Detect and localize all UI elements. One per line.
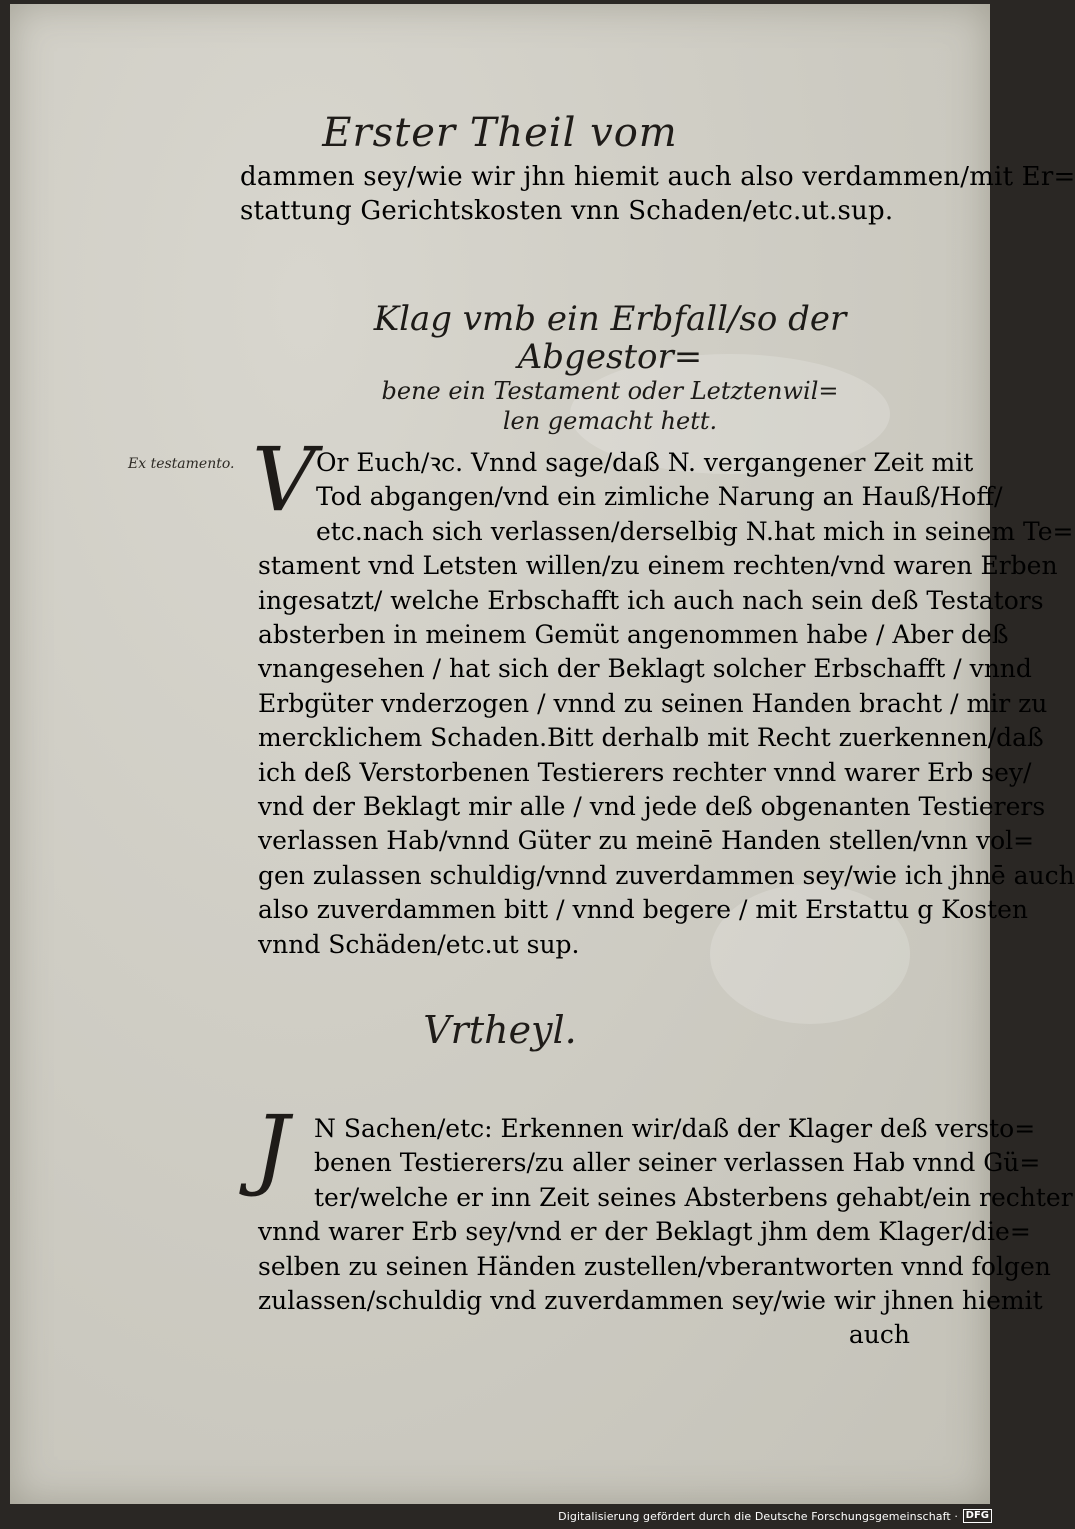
text-line: mercklichem Schaden.Bitt derhalb mit Recht zuerkennen/daß	[258, 723, 1044, 753]
text-line: stament vnd Letsten willen/zu einem rechten/vnd waren Erben	[258, 551, 1058, 581]
text-line: selben zu seinen Händen zustellen/vberantworten vnnd folgen	[258, 1251, 1051, 1281]
text-line: ingesatzt/ welche Erbschafft ich auch nach sein deß Testators	[258, 585, 1044, 615]
heading-line: Klag vmb ein Erbfall/so der Abgestor=	[373, 299, 847, 377]
judgment-paragraph	[258, 1112, 1073, 1353]
text-line: vnnd warer Erb sey/vnd er der Beklagt jhm dem Klager/die=	[258, 1217, 1031, 1247]
funding-notice: Digitalisierung gefördert durch die Deutsche Forschungsgemeinschaft ·	[558, 1510, 958, 1523]
text-line: vnnd Schäden/etc.ut sup.	[258, 929, 580, 959]
catchword: auch	[848, 1320, 910, 1350]
dfg-logo: DFG	[963, 1509, 992, 1523]
text-line: gen zulassen schuldig/vnnd zuverdammen sey/wie ich jhnē auch	[258, 860, 1075, 890]
heading-line: len gemacht hett.	[502, 407, 718, 435]
continuation-text	[240, 160, 1075, 228]
page-title: Erster Theil vom	[322, 110, 678, 156]
text-line: dammen sey/wie wir jhn hiemit auch also verdammen/mit Er=	[240, 162, 1075, 192]
drop-cap: V	[252, 428, 316, 531]
text-line: benen Testierers/zu aller seiner verlassen Hab vnnd Gü=	[314, 1148, 1041, 1178]
text-line: ich deß Verstorbenen Testierers rechter vnnd warer Erb sey/	[258, 757, 1032, 787]
drop-cap: J	[254, 1096, 290, 1199]
text-line: Tod abgangen/vnd ein zimliche Narung an Hauß/Hoff/	[316, 482, 1003, 512]
text-line: also zuverdammen bitt / vnnd begere / mit Erstattu g Kosten	[258, 895, 1028, 925]
margin-note: Ex testamento.	[128, 456, 235, 472]
text-line: absterben in meinem Gemüt angenommen habe / Aber deß	[258, 620, 1009, 650]
text-line: vnangesehen / hat sich der Beklagt solcher Erbschafft / vnnd	[258, 654, 1032, 684]
text-line: stattung Gerichtskosten vnn Schaden/etc.ut.sup.	[240, 196, 894, 226]
text-line: zulassen/schuldig vnd zuverdammen sey/wie wir jhnen hiemit	[258, 1286, 1043, 1316]
body-paragraph	[258, 446, 1075, 962]
text-line: N Sachen/etc: Erkennen wir/daß der Klager deß versto=	[314, 1114, 1036, 1143]
text-line: vnd der Beklagt mir alle / vnd jede deß obgenanten Testierers	[258, 792, 1046, 822]
section-heading	[300, 300, 920, 436]
text-line: etc.nach sich verlassen/derselbig N.hat mich in seinem Te=	[316, 516, 1074, 546]
judgment-heading: Vrtheyl.	[423, 1008, 577, 1052]
text-line: Erbgüter vnderzogen / vnnd zu seinen Handen bracht / mir zu	[258, 688, 1048, 718]
heading-line: bene ein Testament oder Letztenwil=	[381, 377, 839, 405]
footer-bar	[0, 1504, 1000, 1529]
text-line: verlassen Hab/vnnd Güter zu meinē Handen stellen/vnn vol=	[258, 826, 1035, 856]
text-line: Or Euch/ꝛc. Vnnd sage/daß N. vergangener Zeit mit	[316, 448, 974, 477]
text-line: ter/welche er inn Zeit seines Absterbens gehabt/ein rechter	[314, 1182, 1073, 1212]
